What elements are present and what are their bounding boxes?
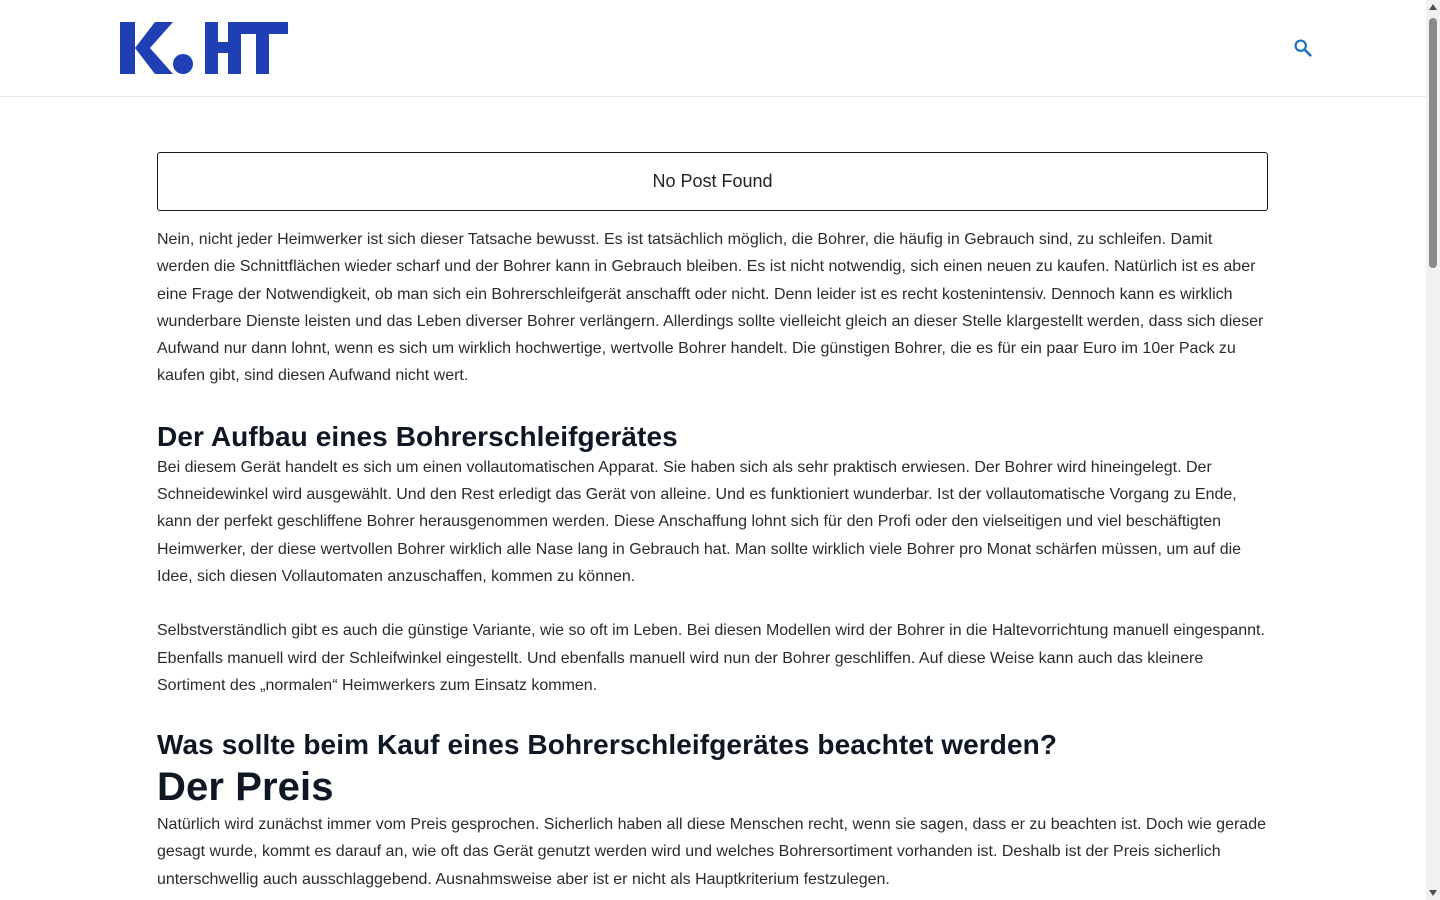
site-logo[interactable] — [120, 20, 288, 76]
intro-paragraph: Nein, nicht jeder Heimwerker ist sich dieser Tatsache bewusst. Es ist tatsächlich möglich, die Bohrer, die häufig in Gebrauch sind, zu schleifen. Damit werden die Schnittflächen wieder scharf und der Bohrer kann in Gebrauch bleiben. Es ist nicht notwendig, sich einen neuen zu kaufen. Natürlich ist es aber eine Frage der Notwendigkeit, ob man sich ein Bohrerschleifgerät anschafft oder nicht. Denn leider ist es recht kostenintensiv. Dennoch kann es wirklich wunderbare Dienste leisten und das Leben diverser Bohrer verlängern. Allerdings sollte vielleicht gleich an dieser Stelle klargestellt werden, dass sich dieser Aufwand nur dann lohnt, wenn es sich um wirklich hochwertige, wertvolle Bohrer handelt. Die günstigen Bohrer, die es für ein paar Euro im 10er Pack zu kaufen gibt, sind diesen Aufwand nicht wert. — [157, 231, 1264, 385]
scroll-down-arrow-icon[interactable] — [1426, 886, 1440, 900]
heading-kauf: Was sollte beim Kauf eines Bohrerschleifgerätes beachtet werden? — [157, 729, 1058, 761]
scroll-up-arrow-icon[interactable] — [1426, 0, 1440, 14]
heading-preis: Der Preis — [157, 765, 334, 810]
vertical-scrollbar[interactable] — [1426, 0, 1440, 900]
no-post-notice — [157, 152, 1268, 211]
preis-paragraph: Natürlich wird zunächst immer vom Preis gesprochen. Sicherlich haben all diese Menschen recht, wenn sie sagen, dass er zu beachten ist. Doch wie gerade gesagt wurde, kommt es darauf an, wie oft das Gerät genutzt werden wird und welches Bohrersortiment vorhanden ist. Deshalb ist der Preis sicherlich unterschwellig auch ausschlaggebend. Ausnahmsweise aber ist er nicht als Hauptkriterium festzulegen. — [157, 816, 1266, 888]
aufbau-paragraph-2: Selbstverständlich gibt es auch die günstige Variante, wie so oft im Leben. Bei diesen Modellen wird der Bohrer in die Haltevorrichtung manuell eingespannt. Ebenfalls manuell wird der Schleifwinkel eingestellt. Und ebenfalls manuell wird nun der Bohrer geschliffen. Auf diese Weise kann auch das kleinere Sortiment des „normalen“ Heimwerkers zum Einsatz kommen. — [157, 622, 1265, 694]
heading-aufbau: Der Aufbau eines Bohrerschleifgerätes — [157, 420, 678, 452]
no-post-notice-text: No Post Found — [652, 171, 773, 191]
aufbau-paragraph-1: Bei diesem Gerät handelt es sich um einen vollautomatischen Apparat. Sie haben sich als sehr praktisch erwiesen. Der Bohrer wird hineingelegt. Der Schneidewinkel wird ausgewählt. Und den Rest erledigt das Gerät von alleine. Und es funktioniert wunderbar. Ist der vollautomatische Vorgang zu Ende, kann der perfekt geschliffene Bohrer herausgenommen werden. Diese Anschaffung lohnt sich für den Profi oder den vielseitigen und viel beschäftigten Heimwerker, der diese wertvollen Bohrer wirklich alle Nase lang in Gebrauch hat. Man sollte wirklich viele Bohrer pro Monat schärfen müssen, um auf die Idee, sich diesen Vollautomaten anzuschaffen, kommen zu können. — [157, 458, 1242, 585]
site-header — [0, 0, 1426, 97]
main-content — [157, 152, 1268, 893]
scrollbar-thumb[interactable] — [1429, 18, 1437, 268]
search-icon[interactable] — [1292, 37, 1314, 59]
